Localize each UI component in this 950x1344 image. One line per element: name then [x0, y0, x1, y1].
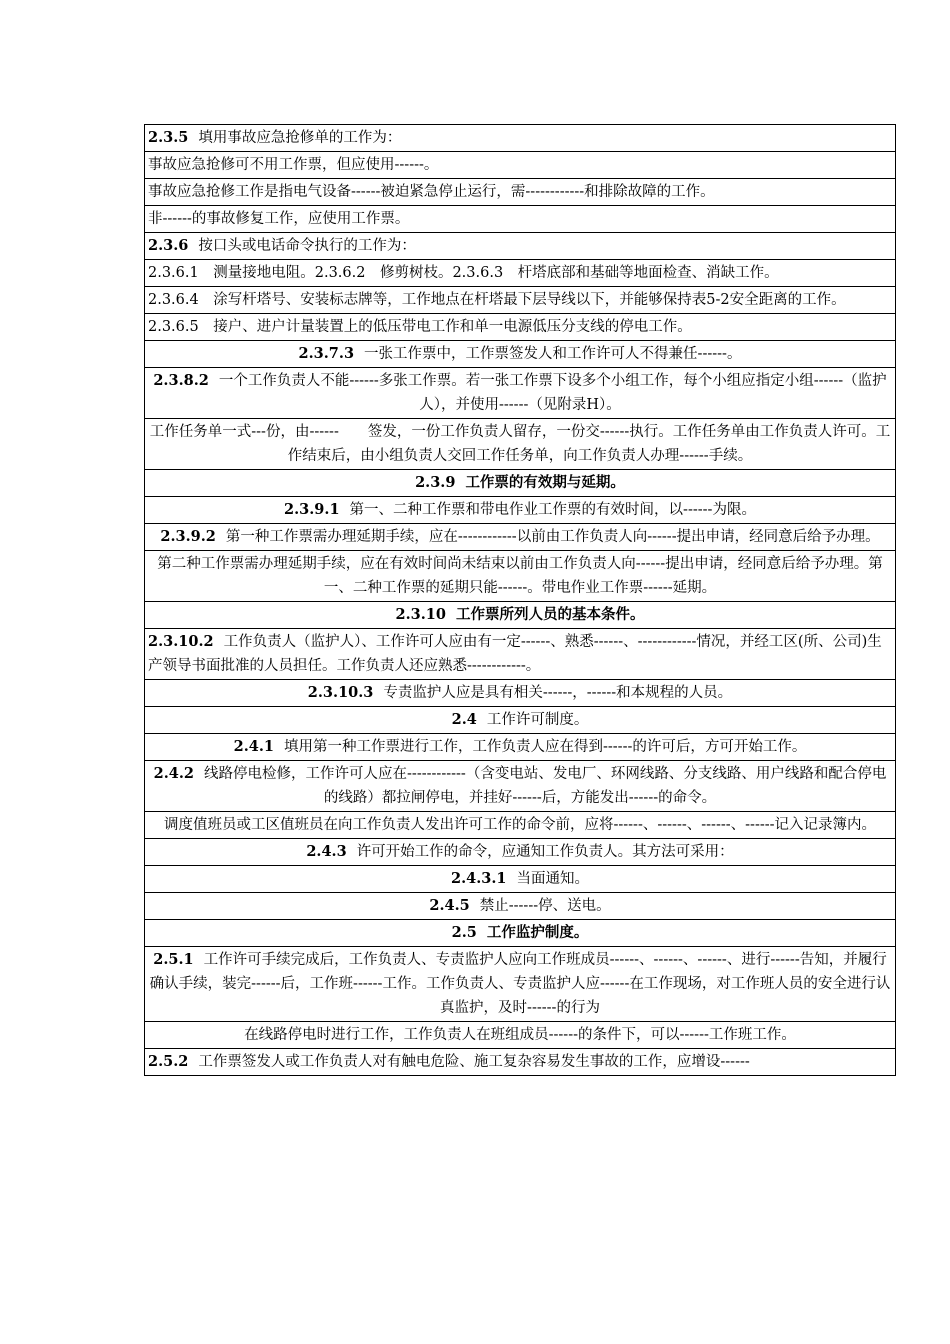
table-row	[145, 866, 896, 893]
table-cell	[145, 920, 896, 947]
table-row	[145, 497, 896, 524]
table-row	[145, 602, 896, 629]
cell-text: 填用第一种工作票进行工作，工作负责人应在得到------的许可后，方可开始工作。	[283, 739, 807, 755]
cell-text: 第二种工作票需办理延期手续，应在有效时间尚未结束以前由工作负责人向------提出申请，经同意后给予办理。第一、二种工作票的延期只能------。带电作业工作票------延期。	[157, 556, 883, 596]
table-row	[145, 680, 896, 707]
table-cell	[145, 1049, 896, 1076]
table-row	[145, 734, 896, 761]
cell-text: 2.3.6.1 测量接地电阻。2.3.6.2 修剪树枝。2.3.6.3 杆塔底部和基础等地面检查、消缺工作。	[148, 265, 779, 281]
table-cell	[145, 125, 896, 152]
table-row	[145, 287, 896, 314]
cell-text: 按口头或电话命令执行的工作为：	[198, 238, 416, 254]
table-row	[145, 368, 896, 419]
cell-text: 专责监护人应是具有相关------，------和本规程的人员。	[383, 685, 733, 701]
table-row	[145, 761, 896, 812]
table-cell	[145, 419, 896, 470]
table-cell	[145, 260, 896, 287]
table-cell	[145, 206, 896, 233]
section-number: 2.5.1	[153, 951, 194, 968]
table-cell	[145, 524, 896, 551]
table-cell	[145, 680, 896, 707]
table-cell	[145, 734, 896, 761]
section-number: 2.3.8.2	[153, 372, 209, 389]
table-row	[145, 314, 896, 341]
section-number: 2.3.10	[395, 606, 446, 623]
cell-text: 工作负责人（监护人）、工作许可人应由有一定------、熟悉------、------------情况，并经工区(所、公司)生产领导书面批准的人员担任。工作负责人还应熟悉------------。	[148, 634, 882, 674]
table-cell	[145, 551, 896, 602]
table-cell	[145, 470, 896, 497]
question-table	[144, 124, 896, 1076]
section-number: 2.3.10.2	[148, 633, 214, 650]
section-number: 2.3.7.3	[298, 345, 355, 362]
cell-text: 工作任务单一式---份，由------ 签发，一份工作负责人留存，一份交------执行。工作任务单由工作负责人许可。工作结束后，由小组负责人交回工作任务单，向工作负责人办理------手续。	[149, 424, 891, 464]
section-number: 2.4.1	[233, 738, 274, 755]
table-cell	[145, 314, 896, 341]
section-number: 2.3.9	[415, 474, 456, 491]
table-row	[145, 920, 896, 947]
table-cell	[145, 152, 896, 179]
table-row	[145, 152, 896, 179]
table-row	[145, 341, 896, 368]
table-row	[145, 524, 896, 551]
section-number: 2.4.3.1	[450, 870, 507, 887]
section-number: 2.4.2	[153, 765, 195, 782]
table-row	[145, 233, 896, 260]
section-number: 2.4	[451, 711, 477, 728]
cell-text: 工作票所列人员的基本条件。	[455, 606, 645, 623]
table-row	[145, 839, 896, 866]
cell-text: 一个工作负责人不能------多张工作票。若一张工作票下设多个小组工作，每个小组应指定小组------（监护人），并使用------（见附录H）。	[218, 373, 887, 413]
table-cell	[145, 1022, 896, 1049]
table-row	[145, 812, 896, 839]
table-row	[145, 206, 896, 233]
table-row	[145, 125, 896, 152]
table-row	[145, 1022, 896, 1049]
cell-text: 调度值班员或工区值班员在向工作负责人发出许可工作的命令前，应将------、------、------、------记入记录簿内。	[163, 817, 877, 833]
section-number: 2.4.3	[306, 843, 347, 860]
cell-text: 工作许可制度。	[486, 712, 589, 728]
table-row	[145, 470, 896, 497]
table-row	[145, 947, 896, 1022]
cell-text: 工作许可手续完成后，工作负责人、专责监护人应向工作班成员------、------、------、进行------告知，并履行确认手续，装完------后，工作班------工作。工作负责人、专责监护人应------在工作现场，对工作班人员的安全进行认真监护，及时------的行为	[149, 952, 891, 1016]
table-cell	[145, 761, 896, 812]
section-number: 2.3.9.2	[160, 528, 216, 545]
table-cell	[145, 707, 896, 734]
cell-text: 线路停电检修，工作许可人应在------------（含变电站、发电厂、环网线路、分支线路、用户线路和配合停电的线路）都拉闸停电，并挂好------后，方能发出------的命令。	[204, 766, 887, 806]
cell-text: 事故应急抢修工作是指电气设备------被迫紧急停止运行，需------------和排除故障的工作。	[148, 184, 715, 200]
table-cell	[145, 629, 896, 680]
table-cell	[145, 341, 896, 368]
section-number: 2.3.9.1	[284, 501, 340, 518]
table-row	[145, 260, 896, 287]
table-cell	[145, 287, 896, 314]
section-number: 2.3.10.3	[307, 684, 374, 701]
section-number: 2.5	[451, 924, 477, 941]
table-row	[145, 419, 896, 470]
cell-text: 事故应急抢修可不用工作票，但应使用------。	[148, 157, 439, 173]
table-cell	[145, 233, 896, 260]
cell-text: 一张工作票中，工作票签发人和工作许可人不得兼任------。	[364, 346, 742, 362]
cell-text: 许可开始工作的命令，应通知工作负责人。其方法可采用：	[356, 844, 734, 860]
section-number: 2.3.6	[148, 237, 189, 254]
section-number: 2.4.5	[429, 897, 470, 914]
table-cell	[145, 497, 896, 524]
section-number: 2.5.2	[148, 1053, 189, 1070]
cell-text: 2.3.6.5 接户、进户计量装置上的低压带电工作和单一电源低压分支线的停电工作。	[148, 319, 692, 335]
table-cell	[145, 866, 896, 893]
cell-text: 工作票签发人或工作负责人对有触电危险、施工复杂容易发生事故的工作，应增设------	[198, 1054, 750, 1070]
table-cell	[145, 839, 896, 866]
cell-text: 第一种工作票需办理延期手续，应在------------以前由工作负责人向------提出申请，经同意后给予办理。	[225, 529, 880, 545]
table-cell	[145, 947, 896, 1022]
question-table-body	[145, 125, 896, 1076]
section-number: 2.3.5	[148, 129, 189, 146]
table-row	[145, 551, 896, 602]
table-row	[145, 629, 896, 680]
table-row	[145, 707, 896, 734]
cell-text: 禁止------停、送电。	[479, 898, 611, 914]
cell-text: 2.3.6.4 涂写杆塔号、安装标志牌等，工作地点在杆塔最下层导线以下，并能够保持表5-2安全距离的工作。	[148, 292, 846, 308]
table-cell	[145, 602, 896, 629]
table-row	[145, 893, 896, 920]
cell-text: 当面通知。	[516, 871, 589, 887]
cell-text: 填用事故应急抢修单的工作为：	[198, 130, 402, 146]
cell-text: 工作监护制度。	[486, 924, 589, 941]
cell-text: 第一、二种工作票和带电作业工作票的有效时间，以------为限。	[349, 502, 756, 518]
table-cell	[145, 179, 896, 206]
table-cell	[145, 893, 896, 920]
cell-text: 在线路停电时进行工作，工作负责人在班组成员------的条件下，可以------工作班工作。	[244, 1027, 796, 1043]
cell-text: 非------的事故修复工作，应使用工作票。	[148, 211, 410, 227]
cell-text: 工作票的有效期与延期。	[465, 474, 625, 491]
table-row	[145, 1049, 896, 1076]
table-cell	[145, 812, 896, 839]
table-row	[145, 179, 896, 206]
table-cell	[145, 368, 896, 419]
